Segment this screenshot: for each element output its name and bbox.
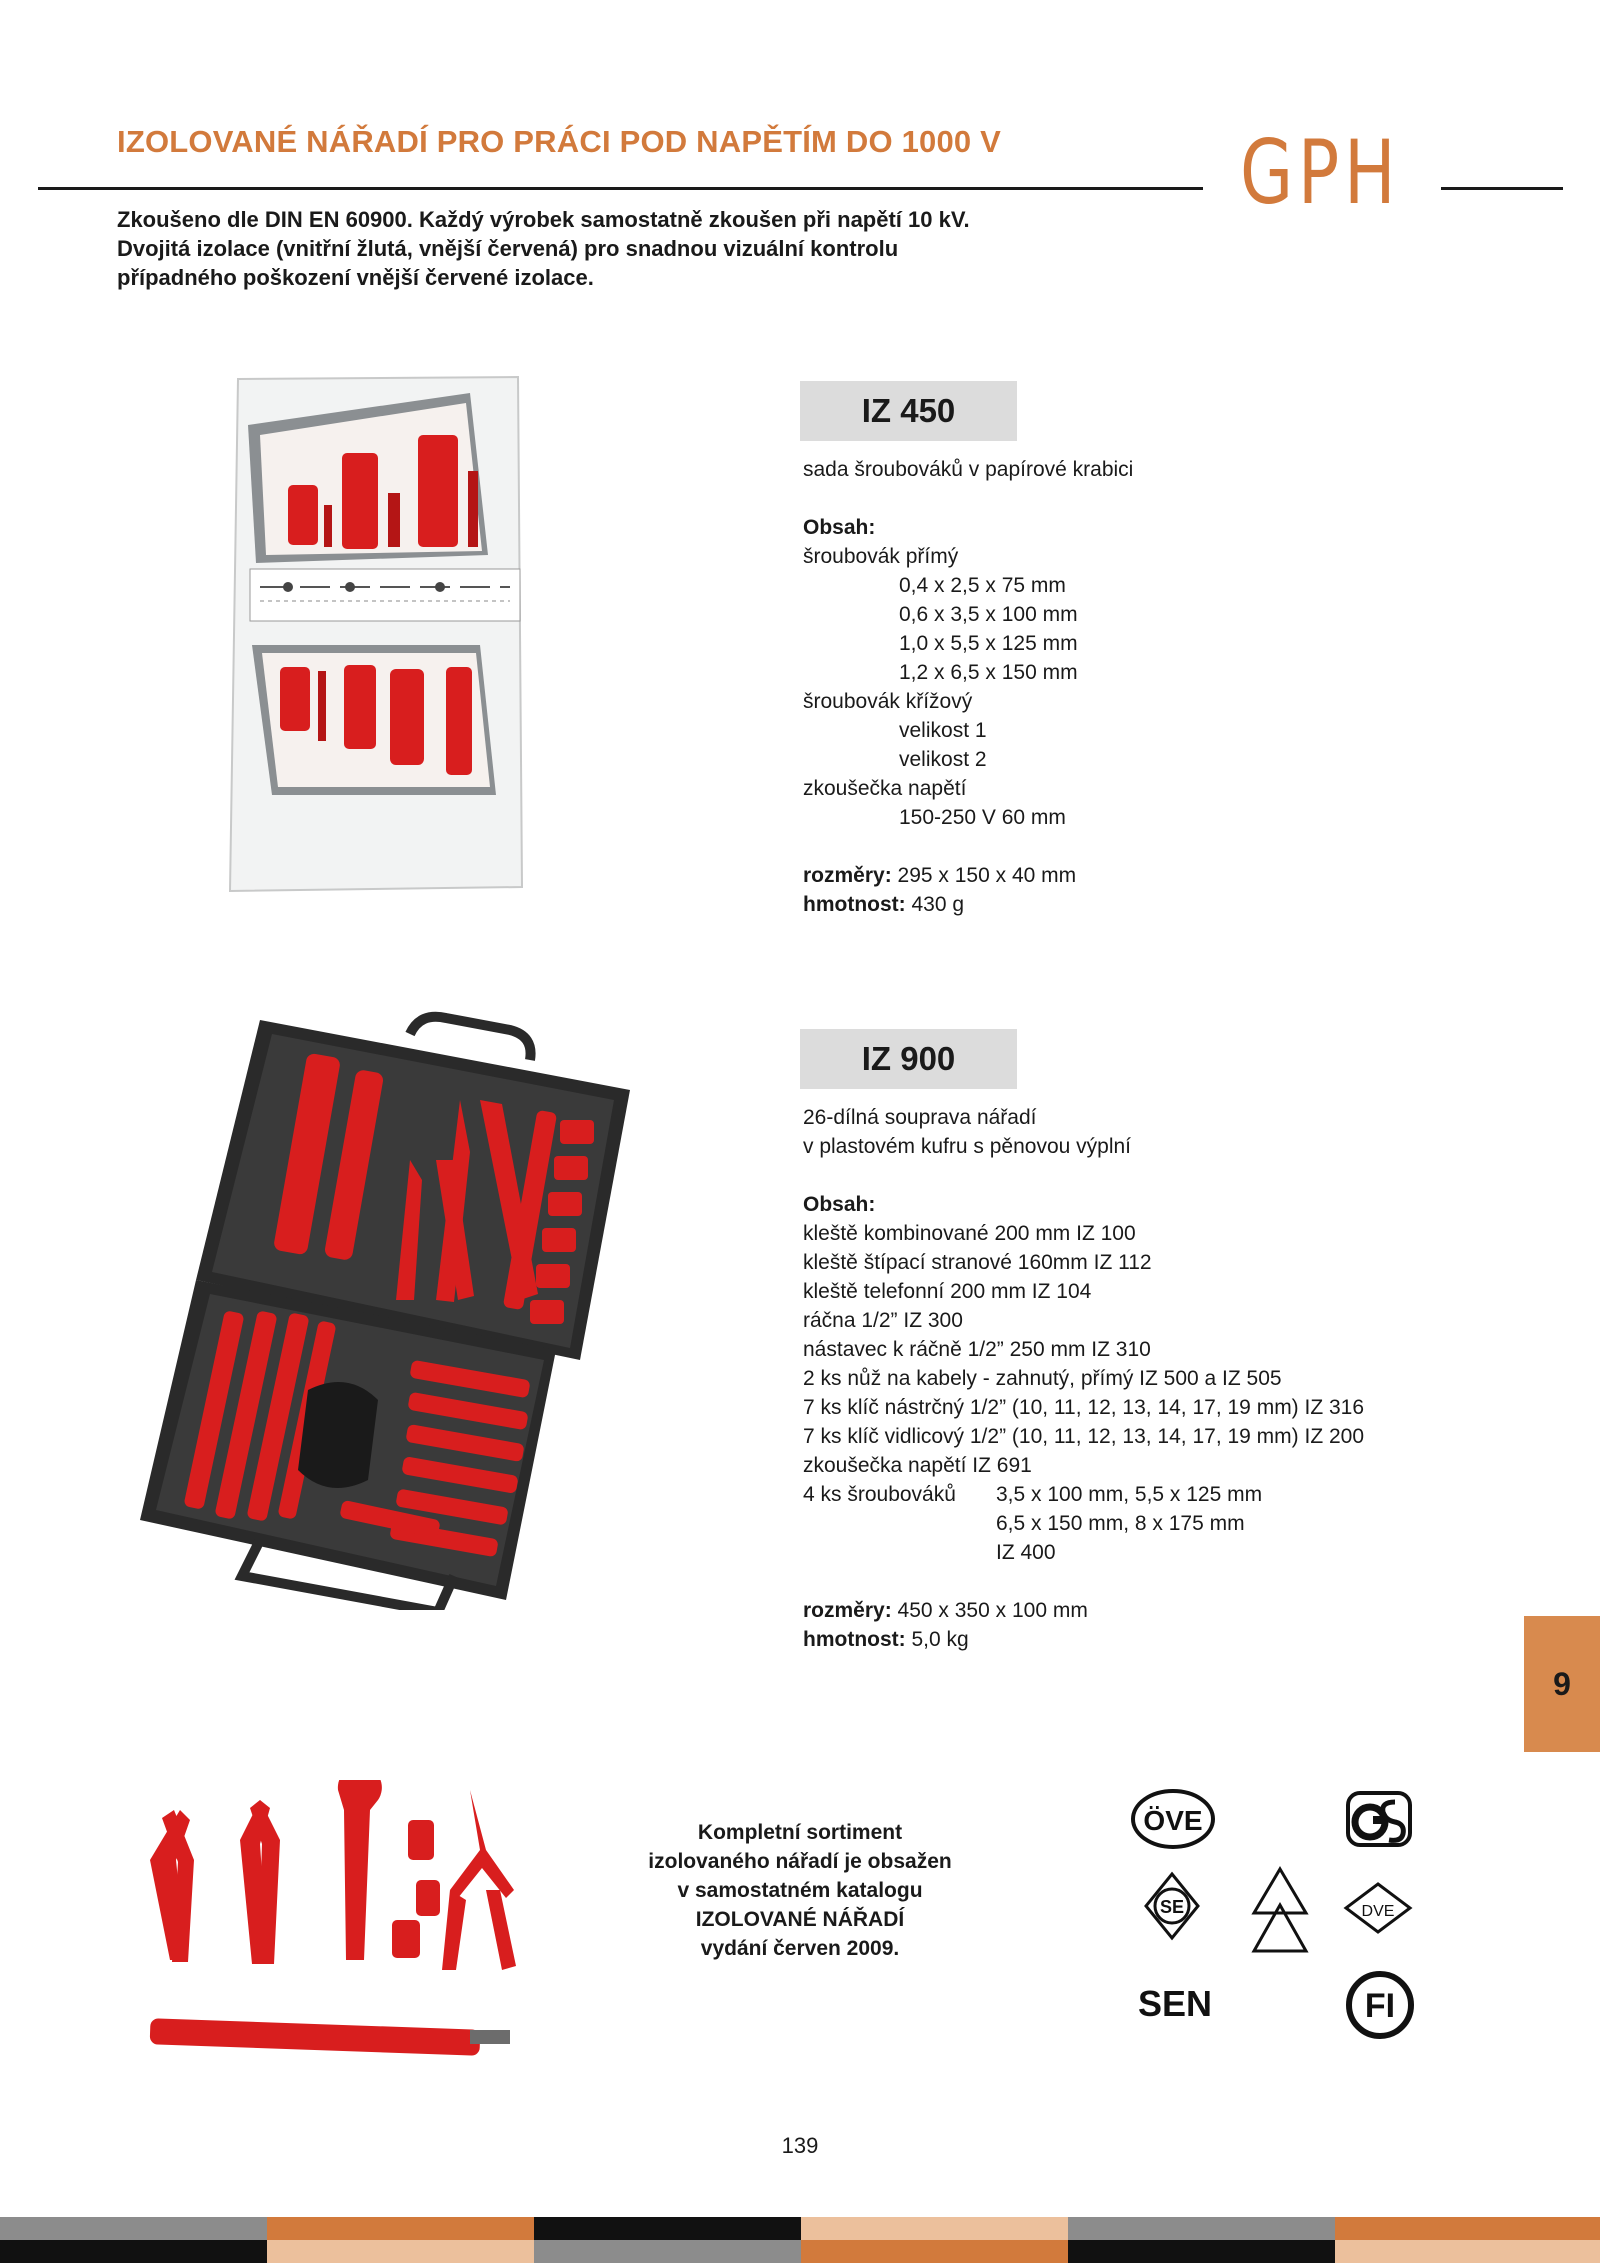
contents-item: velikost 2 [899, 748, 987, 771]
vde-mark-text: DVE [1361, 1903, 1395, 1920]
page-title: IZOLOVANÉ NÁŘADÍ PRO PRÁCI POD NAPĚTÍM DO 1000 V [117, 124, 1002, 159]
dimensions-value: 450 x 350 x 100 mm [897, 1599, 1088, 1622]
iz450-details [803, 455, 1133, 919]
weight-value: 5,0 kg [911, 1628, 969, 1651]
contents-item: 0,4 x 2,5 x 75 mm [899, 574, 1066, 597]
semko-mark-text: SE [1159, 1897, 1185, 1917]
contents-item: nástavec k ráčně 1/2” 250 mm IZ 310 [803, 1338, 1151, 1361]
fimko-mark-text: FI [1364, 1987, 1396, 2025]
screwdrivers-sizes: 3,5 x 100 mm, 5,5 x 125 mm [996, 1483, 1263, 1506]
vde-mark-icon [1342, 1880, 1414, 1936]
iz900-product-image [140, 1010, 640, 1610]
contents-item: velikost 1 [899, 719, 987, 742]
chapter-tab: 9 [1524, 1616, 1600, 1752]
screwdrivers-label: 4 ks šroubováků [803, 1483, 956, 1506]
page-number: 139 [781, 2133, 819, 2158]
weight-label: hmotnost: [803, 893, 906, 916]
contents-item: kleště kombinované 200 mm IZ 100 [803, 1222, 1136, 1245]
note-line: Kompletní sortiment [697, 1821, 903, 1844]
contents-item: 1,2 x 6,5 x 150 mm [899, 661, 1078, 684]
semko-mark-icon [1142, 1870, 1202, 1942]
iz450-product-image [220, 375, 532, 895]
catalog-note [620, 1818, 980, 1963]
gs-mark-icon [1345, 1790, 1413, 1848]
insulated-tools-image [130, 1780, 530, 2070]
sen-mark [1130, 1980, 1220, 2028]
double-triangle-icon [1250, 1865, 1310, 1955]
weight-value: 430 g [911, 893, 965, 916]
iz450-code-label: IZ 450 [800, 381, 1017, 441]
note-line: vydání červen 2009. [700, 1937, 900, 1960]
intro-line: případného poškození vnější červené izolace. [117, 265, 594, 290]
product-description: v plastovém kufru s pěnovou výplní [803, 1135, 1132, 1158]
iz900-details [803, 1103, 1364, 1654]
header-rule-left [38, 187, 1203, 190]
screwdrivers-row [803, 1538, 1364, 1567]
dimensions-label: rozměry: [803, 864, 892, 887]
contents-item: šroubovák přímý [803, 545, 959, 568]
contents-item: 150-250 V 60 mm [899, 806, 1066, 829]
contents-item: 7 ks klíč vidlicový 1/2” (10, 11, 12, 13, 14, 17, 19 mm) IZ 200 [803, 1425, 1365, 1448]
dimensions-value: 295 x 150 x 40 mm [897, 864, 1077, 887]
contents-item: 1,0 x 5,5 x 125 mm [899, 632, 1078, 655]
fimko-mark-icon [1345, 1970, 1415, 2040]
contents-item: kleště telefonní 200 mm IZ 104 [803, 1280, 1092, 1303]
screwdrivers-code: IZ 400 [996, 1541, 1056, 1564]
ove-mark-text: ÖVE [1143, 1805, 1203, 1836]
brand-logo: GPH [1240, 121, 1401, 224]
iz900-code-label: IZ 900 [800, 1029, 1017, 1089]
dimensions-label: rozměry: [803, 1599, 892, 1622]
intro-text [117, 205, 1097, 292]
contents-label: Obsah: [803, 1193, 876, 1216]
contents-label: Obsah: [803, 516, 876, 539]
screwdrivers-row [803, 1480, 1364, 1509]
ove-mark-icon [1130, 1788, 1216, 1850]
contents-item: ráčna 1/2” IZ 300 [803, 1309, 963, 1332]
contents-item: zkoušečka napětí IZ 691 [803, 1454, 1032, 1477]
sen-mark-text: SEN [1137, 1983, 1213, 2024]
contents-item: 0,6 x 3,5 x 100 mm [899, 603, 1078, 626]
contents-item: šroubovák křížový [803, 690, 973, 713]
header-rule-right [1441, 187, 1563, 190]
weight-label: hmotnost: [803, 1628, 906, 1651]
contents-item: kleště štípací stranové 160mm IZ 112 [803, 1251, 1152, 1274]
screwdrivers-sizes: 6,5 x 150 mm, 8 x 175 mm [996, 1512, 1245, 1535]
contents-item: 2 ks nůž na kabely - zahnutý, přímý IZ 500 a IZ 505 [803, 1367, 1282, 1390]
intro-line: Dvojitá izolace (vnitřní žlutá, vnější červená) pro snadnou vizuální kontrolu [117, 236, 899, 261]
contents-item: zkoušečka napětí [803, 777, 967, 800]
footer-color-bar [0, 2217, 1600, 2263]
product-description: 26-dílná souprava nářadí [803, 1106, 1037, 1129]
screwdrivers-row [803, 1509, 1364, 1538]
contents-item: 7 ks klíč nástrčný 1/2” (10, 11, 12, 13, 14, 17, 19 mm) IZ 316 [803, 1396, 1365, 1419]
intro-line: Zkoušeno dle DIN EN 60900. Každý výrobek samostatně zkoušen při napětí 10 kV. [117, 207, 970, 232]
note-line: v samostatném katalogu [677, 1879, 923, 1902]
product-description: sada šroubováků v papírové krabici [803, 458, 1134, 481]
note-line: IZOLOVANÉ NÁŘADÍ [695, 1908, 905, 1931]
note-line: izolovaného nářadí je obsažen [648, 1850, 952, 1873]
